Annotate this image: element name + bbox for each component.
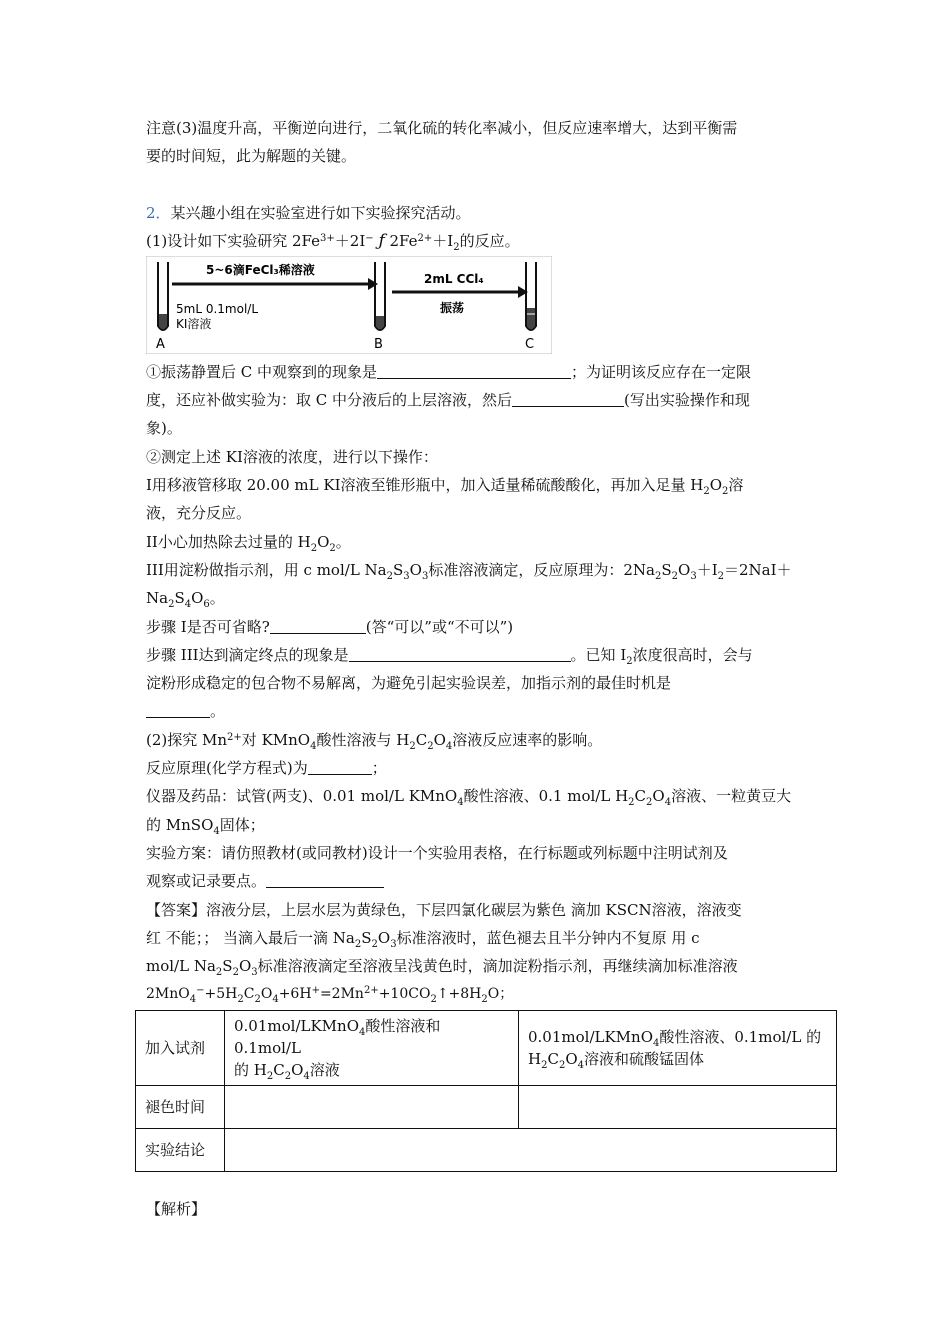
tube-a-solution-label: 5mL 0.1mol/L [176,302,259,316]
instruments-line-2: 的 MnSO$_4$固体； [146,816,265,837]
answer-blank[interactable] [266,873,384,888]
omit-question: 步骤 I是否可省略? (答“可以”或“不可以”) [146,618,514,636]
table-row [136,1086,837,1129]
equilibrium-arrow-icon: ƒ [378,231,385,251]
endpoint-line-1: 步骤 III达到滴定终点的现象是 。已知 $I_2$浓度很高时，会与 [146,646,753,667]
table-cell[interactable] [225,1086,519,1129]
question-heading: 2．某兴趣小组在实验室进行如下实验探究活动。 [146,204,471,222]
answer-line-3: mol/L $Na_2S_2O_3$标准溶液滴定至溶液呈浅黄色时，滴加淀粉指示剂，再继续滴加标准溶液 [146,957,738,978]
row-head-reagent: 加入试剂 [136,1011,225,1086]
part1-intro: (1)设计如下实验研究 $2Fe^{3+}+2I^-$ ƒ $2Fe^{2+}+I_2$的反应。 [146,231,520,253]
endpoint-line-3: 。 [146,701,225,721]
answer-line-2: 红 不能；； 当滴入最后一滴 $Na_2S_2O_3$标准溶液时，蓝色褪去且半分钟内不复原 用 c [146,929,700,950]
instruments-line-1: 仪器及药品：试管(两支)、0.01 mol/L KMnO$_4$酸性溶液、0.1 mol/L $H_2C_2O_4$溶液、一粒黄豆大 [146,787,792,808]
table-cell: 0.01mol/LKMnO$_4$酸性溶液和 0.1mol/L 的 $H_2C_2O_4$溶液 [225,1011,519,1086]
row-head-conclusion: 实验结论 [136,1129,225,1172]
tube-c-label: C [525,337,535,352]
step-i-line-2: 液，充分反应。 [146,504,252,522]
answer-blank[interactable] [308,760,372,775]
answer-blank[interactable] [377,364,571,379]
note-line-1: 注意(3)温度升高，平衡逆向进行，二氧化硫的转化率减小，但反应速率增大，达到平衡需 [146,119,738,137]
table-cell[interactable] [519,1086,837,1129]
q1-line-2: 度，还应补做实验为：取 C 中分液后的上层溶液，然后 (写出实验操作和现 [146,391,750,409]
tube-a-solution-name: KI溶液 [176,317,212,331]
endpoint-line-2: 淀粉形成稳定的包合物不易解离，为避免引起实验误差，加指示剂的最佳时机是 [146,674,672,692]
reagent-fecl3-label: 5~6滴FeCl₃稀溶液 [206,263,315,277]
principle-line: 反应原理(化学方程式)为 ； [146,759,387,777]
plan-line-1: 实验方案：请仿照教材(或同教材)设计一个实验用表格，在行标题或列标题中注明试剂及 [146,844,728,862]
row-head-time: 褪色时间 [136,1086,225,1129]
answer-line-1: 【答案】溶液分层，上层水层为黄绿色，下层四氯化碳层为紫色 滴加 KSCN溶液，溶液变 [146,901,742,919]
step-iii-line-1: III用淀粉做指示剂，用 c mol/L $Na_2S_3O_3$标准溶液滴定，反应原理为：$2Na_2S_2O_3+I_2=2NaI+$ [146,561,792,582]
answer-blank[interactable] [349,647,571,662]
table-cell: 0.01mol/LKMnO$_4$酸性溶液、0.1mol/L 的 $H_2C_2O_4$溶液和硫酸锰固体 [519,1011,837,1086]
step-iii-line-2: $Na_2S_4O_6$。 [146,589,225,610]
reagent-ccl4-label: 2mL CCl₄ [424,272,484,286]
question-number: 2． [146,204,171,222]
q1-line-3: 象)。 [146,419,182,437]
part2-intro: (2)探究 $Mn^{2+}$对 KMnO$_4$酸性溶液与 $H_2C_2O_4$溶液反应速率的影响。 [146,731,603,752]
answer-blank[interactable] [146,703,210,718]
answer-equation: $2MnO_4^-+5H_2C_2O_4+6H^+=2Mn^{2+}+10CO_2↑+8H_2O$； [146,985,514,1005]
apparatus-diagram [146,256,552,354]
answer-blank[interactable] [512,392,624,407]
q2-title: ②测定上述 KI溶液的浓度，进行以下操作： [146,448,438,466]
experiment-table [135,1010,837,1172]
table-row [136,1011,837,1086]
step-ii-line: II小心加热除去过量的 $H_2O_2$。 [146,533,351,554]
table-cell[interactable] [225,1129,837,1172]
tube-b-label: B [374,337,383,352]
analysis-heading: 【解析】 [146,1200,207,1218]
answer-blank[interactable] [270,619,366,634]
note-line-2: 要的时间短，此为解题的关键。 [146,147,357,165]
plan-line-2: 观察或记录要点。 [146,871,384,891]
table-row [136,1129,837,1172]
shake-label: 振荡 [440,301,465,315]
tube-a-label: A [156,337,165,352]
q1-line-1: ①振荡静置后 C 中观察到的现象是 ；为证明该反应存在一定限 [146,363,752,381]
step-i-line-1: I用移液管移取 20.00 mL KI溶液至锥形瓶中，加入适量稀硫酸酸化，再加入足量 $H_2O_2$溶 [146,476,744,497]
